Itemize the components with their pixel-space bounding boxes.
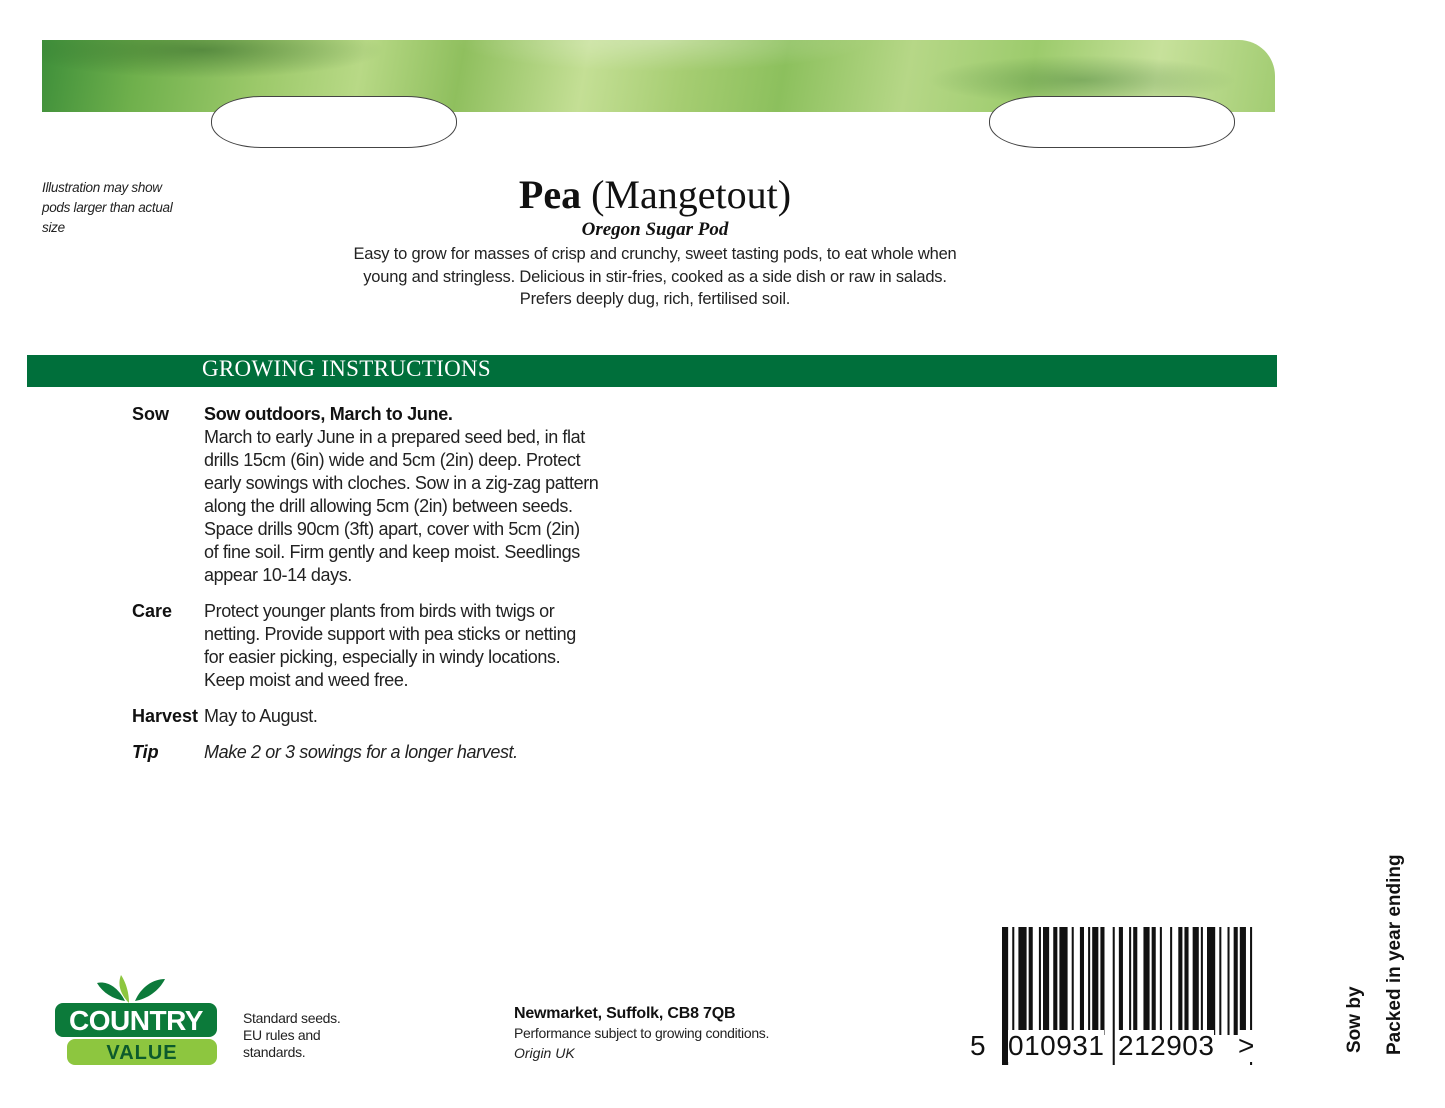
barcode-right-group: 212903 (1118, 1030, 1215, 1061)
description-line: Easy to grow for masses of crisp and crunchy, sweet tasting pods, to eat whole when (353, 245, 957, 263)
care-line: netting. Provide support with pea sticks or netting (204, 624, 576, 644)
description-line: young and stringless. Delicious in stir-fries, cooked as a side dish or raw in salads. (363, 267, 947, 286)
barcode-left-group: 010931 (1008, 1030, 1105, 1061)
section-header: GROWING INSTRUCTIONS (202, 356, 492, 381)
instructions-list (132, 403, 612, 777)
barcode-bar (1129, 927, 1131, 1035)
care-line: Keep moist and weed free. (204, 670, 409, 690)
sow-line: appear 10-14 days. (204, 565, 352, 585)
barcode-bar (1119, 927, 1123, 1035)
performance-note: Performance subject to growing conditions. (514, 1025, 770, 1041)
description-line: Prefers deeply dug, rich, fertilised soil. (519, 290, 791, 308)
instruction-care (132, 600, 612, 692)
care-line: Protect younger plants from birds with twigs or (204, 601, 555, 621)
tip-label: Tip (132, 742, 159, 762)
standard-seeds-note (243, 1010, 340, 1061)
logo-line1: COUNTRY (69, 1005, 203, 1036)
logo-leaf-right (135, 979, 165, 1001)
barcode-bar (1018, 927, 1026, 1035)
barcode-bar (1059, 927, 1067, 1035)
company-address: Newmarket, Suffolk, CB8 7QB (514, 1005, 736, 1022)
barcode-bar (1234, 927, 1238, 1035)
logo-line2: VALUE (106, 1042, 178, 1064)
product-name: Pea (518, 172, 582, 217)
instruction-harvest (132, 705, 612, 728)
sow-label: Sow (132, 404, 170, 424)
growing-instructions-band (27, 355, 1277, 387)
barcode-bar (1193, 927, 1199, 1035)
barcode-first-digit: 5 (970, 1030, 987, 1061)
tip-text: Make 2 or 3 sowings for a longer harvest. (204, 742, 518, 762)
product-subtitle: Oregon Sugar Pod (581, 219, 729, 240)
standard-note-line: Standard seeds. (243, 1010, 341, 1026)
barcode-bar (1100, 927, 1104, 1035)
barcode-bar (1012, 927, 1014, 1035)
illustration-disclaimer: Illustration may show pods larger than actual size (42, 180, 173, 235)
care-body (204, 600, 612, 692)
barcode-bar (1088, 927, 1090, 1035)
care-line: for easier picking, especially in windy locations. (204, 647, 561, 667)
harvest-text: May to August. (204, 706, 318, 726)
standard-note-line: EU rules and (243, 1027, 321, 1043)
standard-note-line: standards. (243, 1044, 306, 1060)
sow-by-label: Sow by (1344, 986, 1365, 1053)
barcode-bar (1143, 927, 1149, 1035)
sow-line: Space drills 90cm (3ft) apart, cover with 5cm (2in) (204, 519, 580, 539)
barcode-bar (1219, 927, 1221, 1035)
sow-headline: Sow outdoors, March to June. (204, 404, 453, 424)
barcode-bar (1201, 927, 1203, 1035)
barcode-bar (1039, 927, 1041, 1035)
origin-note: Origin UK (514, 1045, 575, 1061)
harvest-label: Harvest (132, 706, 199, 726)
product-description (340, 243, 970, 311)
sow-line: drills 15cm (6in) wide and 5cm (2in) deep. Protect (204, 450, 581, 470)
barcode-bar (1160, 927, 1162, 1035)
instruction-tip (132, 741, 612, 764)
barcode-bar (1178, 927, 1182, 1035)
instruction-sow (132, 403, 612, 587)
sow-line: early sowings with cloches. Sow in a zig-zag pattern (204, 473, 599, 493)
barcode-bar (1080, 927, 1084, 1035)
barcode-bar (1029, 927, 1033, 1035)
packed-in-year-label: Packed in year ending (1384, 854, 1405, 1055)
hang-slot-right (989, 96, 1235, 148)
hang-slot-left (211, 96, 457, 148)
product-title (350, 170, 960, 220)
barcode-bar (1184, 927, 1188, 1035)
sow-line: along the drill allowing 5cm (2in) between seeds. (204, 496, 573, 516)
barcode-bar (1240, 927, 1246, 1035)
barcode-end-marker: > (1238, 1030, 1255, 1061)
country-value-logo (55, 975, 217, 1067)
barcode-bar (1053, 927, 1057, 1035)
barcode-bar (1043, 927, 1049, 1035)
barcode-bar (1133, 927, 1137, 1035)
sow-line: of fine soil. Firm gently and keep moist. Seedlings (204, 542, 580, 562)
barcode-bar (1092, 927, 1098, 1035)
barcode-bar (1152, 927, 1156, 1035)
sow-body (204, 403, 612, 587)
barcode-bar (1228, 927, 1230, 1035)
barcode-digits (968, 1030, 1278, 1066)
barcode-bar (1072, 927, 1074, 1035)
product-variety-type: (Mangetout) (591, 172, 792, 217)
sow-line: March to early June in a prepared seed bed, in flat (204, 427, 585, 447)
barcode-bar (1170, 927, 1172, 1035)
care-label: Care (132, 601, 173, 621)
barcode-bar (1207, 927, 1215, 1035)
